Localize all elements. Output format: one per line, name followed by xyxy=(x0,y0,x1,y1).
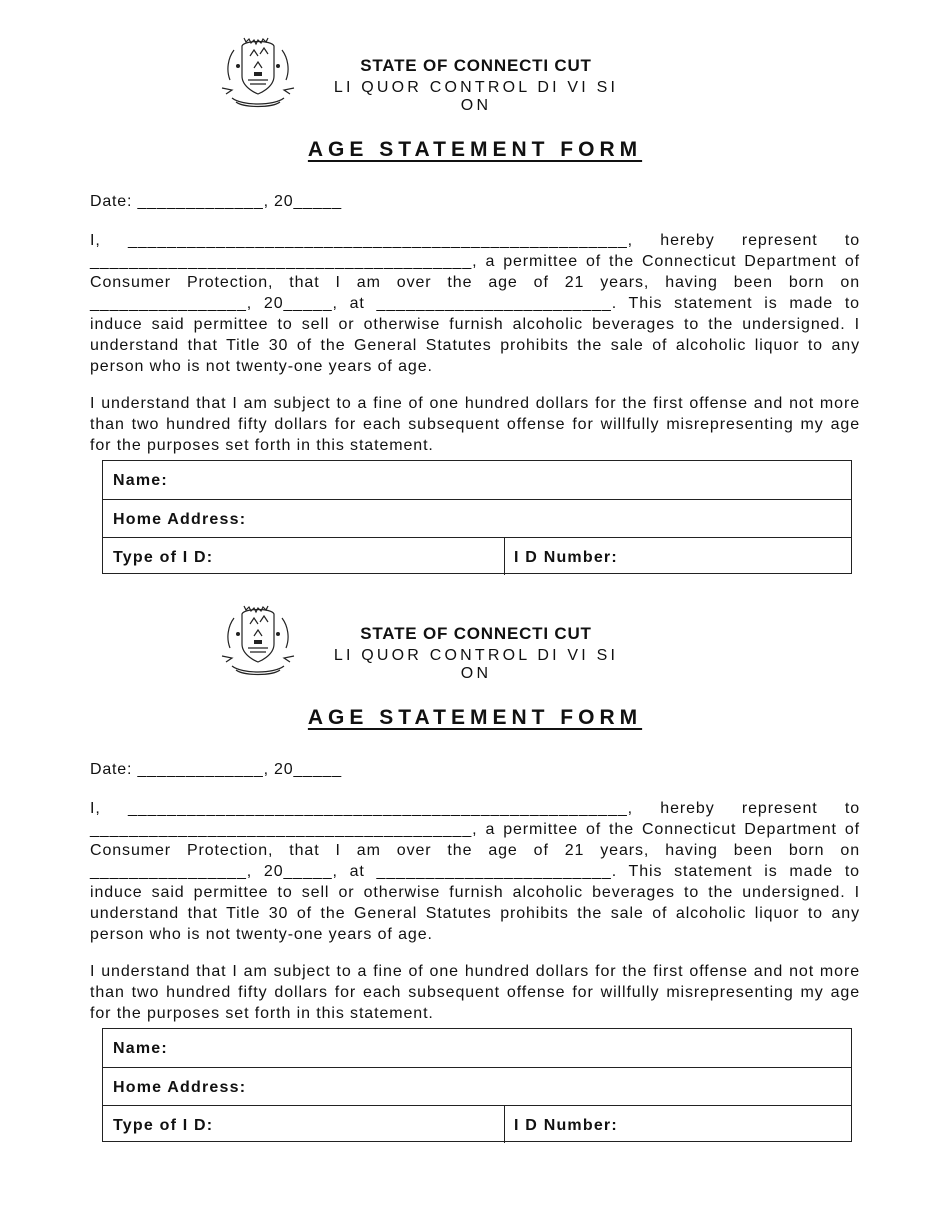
id-number-label[interactable]: I D Number: xyxy=(514,549,618,566)
id-row xyxy=(103,1105,851,1143)
date-field[interactable]: Date: _____________, 20_____ xyxy=(90,761,342,778)
statement-paragraph: I, ___________________________________________________, hereby represent to _______________________________________, a permittee of the Connecticut Department of Consumer Protection, that I am over the age of 21 years, having been born on ________________, 20_____, at ________________________. This statement is made to induce said permittee to sell or otherwise furnish alcoholic beverages to the undersigned. I understand that Title 30 of the General Statutes prohibits the sale of alcoholic liquor to any person who is not twenty-one years of age. xyxy=(90,800,860,943)
division-subtitle: LI QUOR CONTROL DI VI SI ON xyxy=(333,647,619,682)
name-row[interactable] xyxy=(103,461,851,499)
identity-table xyxy=(102,1028,852,1142)
name-label: Name: xyxy=(113,1040,168,1057)
form-title: AGE STATEMENT FORM xyxy=(307,138,643,161)
penalty-paragraph: I understand that I am subject to a fine of one hundred dollars for the first offense and not more than two hundred fifty dollars for each subsequent offense for willfully misrepresenting my age for the purposes set forth in this statement. xyxy=(90,963,860,1022)
id-type-label[interactable]: Type of I D: xyxy=(113,1117,214,1134)
statement-paragraph: I, ___________________________________________________, hereby represent to _______________________________________, a permittee of the Connecticut Department of Consumer Protection, that I am over the age of 21 years, having been born on ________________, 20_____, at ________________________. This statement is made to induce said permittee to sell or otherwise furnish alcoholic beverages to the undersigned. I understand that Title 30 of the General Statutes prohibits the sale of alcoholic liquor to any person who is not twenty-one years of age. xyxy=(90,232,860,375)
division-subtitle: LI QUOR CONTROL DI VI SI ON xyxy=(333,79,619,114)
table-divider xyxy=(504,1106,505,1143)
connecticut-state-seal-icon xyxy=(214,604,302,682)
home-address-row[interactable] xyxy=(103,499,851,537)
home-address-row[interactable] xyxy=(103,1067,851,1105)
home-address-label: Home Address: xyxy=(113,1079,247,1096)
identity-table xyxy=(102,460,852,574)
id-type-label[interactable]: Type of I D: xyxy=(113,549,214,566)
id-number-label[interactable]: I D Number: xyxy=(514,1117,618,1134)
connecticut-state-seal-icon xyxy=(214,36,302,114)
date-field[interactable]: Date: _____________, 20_____ xyxy=(90,193,342,210)
name-row[interactable] xyxy=(103,1029,851,1067)
penalty-paragraph: I understand that I am subject to a fine of one hundred dollars for the first offense and not more than two hundred fifty dollars for each subsequent offense for willfully misrepresenting my age for the purposes set forth in this statement. xyxy=(90,395,860,454)
name-label: Name: xyxy=(113,472,168,489)
agency-title: STATE OF CONNECTI CUT xyxy=(360,56,592,75)
id-row xyxy=(103,537,851,575)
home-address-label: Home Address: xyxy=(113,511,247,528)
form-title: AGE STATEMENT FORM xyxy=(307,706,643,729)
table-divider xyxy=(504,538,505,575)
agency-title: STATE OF CONNECTI CUT xyxy=(360,624,592,643)
